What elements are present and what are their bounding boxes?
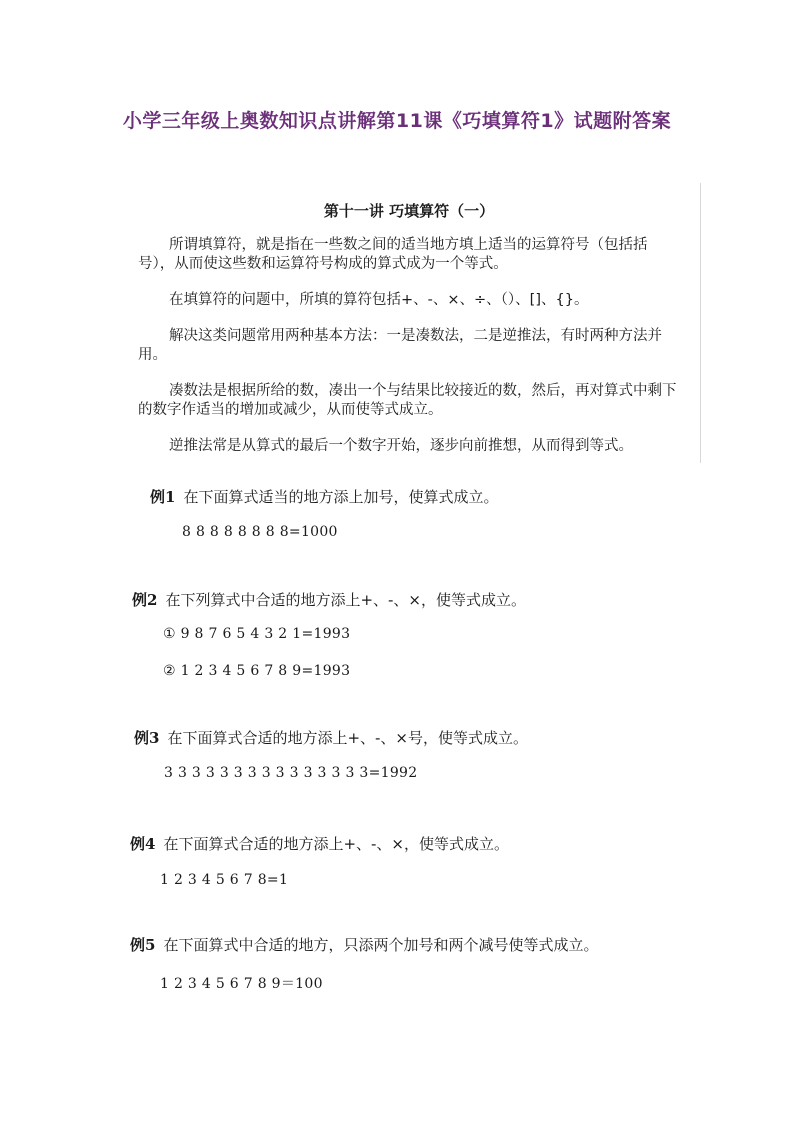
example-2-equation-1: ① 9 8 7 6 5 4 3 2 1=1993 (163, 626, 351, 642)
example-2-instruction: 在下列算式中合适的地方添上+、-、×，使等式成立。 (165, 591, 526, 609)
example-2 (132, 589, 526, 610)
example-5-label: 例5 (130, 936, 156, 954)
example-4-instruction: 在下面算式合适的地方添上+、-、×，使等式成立。 (163, 835, 509, 853)
example-4-label: 例4 (130, 835, 156, 853)
intro-paragraph-methods: 解决这类问题常用两种基本方法：一是凑数法，二是逆推法，有时两种方法并用。 (138, 328, 662, 363)
lecture-title: 第十一讲 巧填算符（一） (323, 202, 495, 220)
example-3 (134, 727, 528, 748)
example-4-equation: 1 2 3 4 5 6 7 8=1 (160, 872, 289, 888)
document-title: 小学三年级上奥数知识点讲解第11课《巧填算符1》试题附答案 (122, 110, 672, 132)
example-2-equation-2: ② 1 2 3 4 5 6 7 8 9=1993 (163, 663, 351, 679)
example-1-equation: 8 8 8 8 8 8 8 8=1000 (182, 524, 338, 540)
lecture-intro-panel (118, 183, 701, 463)
example-1-instruction: 在下面算式适当的地方添上加号，使算式成立。 (183, 488, 499, 506)
intro-paragraph-definition: 所谓填算符，就是指在一些数之间的适当地方填上适当的运算符号（包括括号），从而使这些数和运算符号构成的算式成为一个等式。 (138, 237, 648, 272)
example-4 (130, 833, 509, 854)
intro-paragraph-backward: 逆推法常是从算式的最后一个数字开始，逐步向前推想，从而得到等式。 (169, 438, 633, 454)
example-3-instruction: 在下面算式合适的地方添上+、-、×号，使等式成立。 (167, 729, 528, 747)
example-3-label: 例3 (134, 729, 160, 747)
example-5-instruction: 在下面算式中合适的地方，只添两个加号和两个减号使等式成立。 (163, 936, 599, 954)
example-1 (150, 486, 498, 507)
example-1-label: 例1 (150, 488, 176, 506)
example-2-label: 例2 (132, 591, 158, 609)
intro-paragraph-estimation: 凑数法是根据所给的数，凑出一个与结果比较接近的数，然后，再对算式中剩下的数字作适当的增加或减少，从而使等式成立。 (138, 383, 677, 418)
example-5 (130, 934, 598, 955)
example-5-equation: 1 2 3 4 5 6 7 8 9＝100 (160, 976, 323, 992)
intro-paragraph-operators: 在填算符的问题中，所填的算符包括+、-、×、÷、（）、[]、{}。 (169, 292, 589, 308)
example-3-equation: 3 3 3 3 3 3 3 3 3 3 3 3 3 3 3=1992 (164, 765, 418, 781)
